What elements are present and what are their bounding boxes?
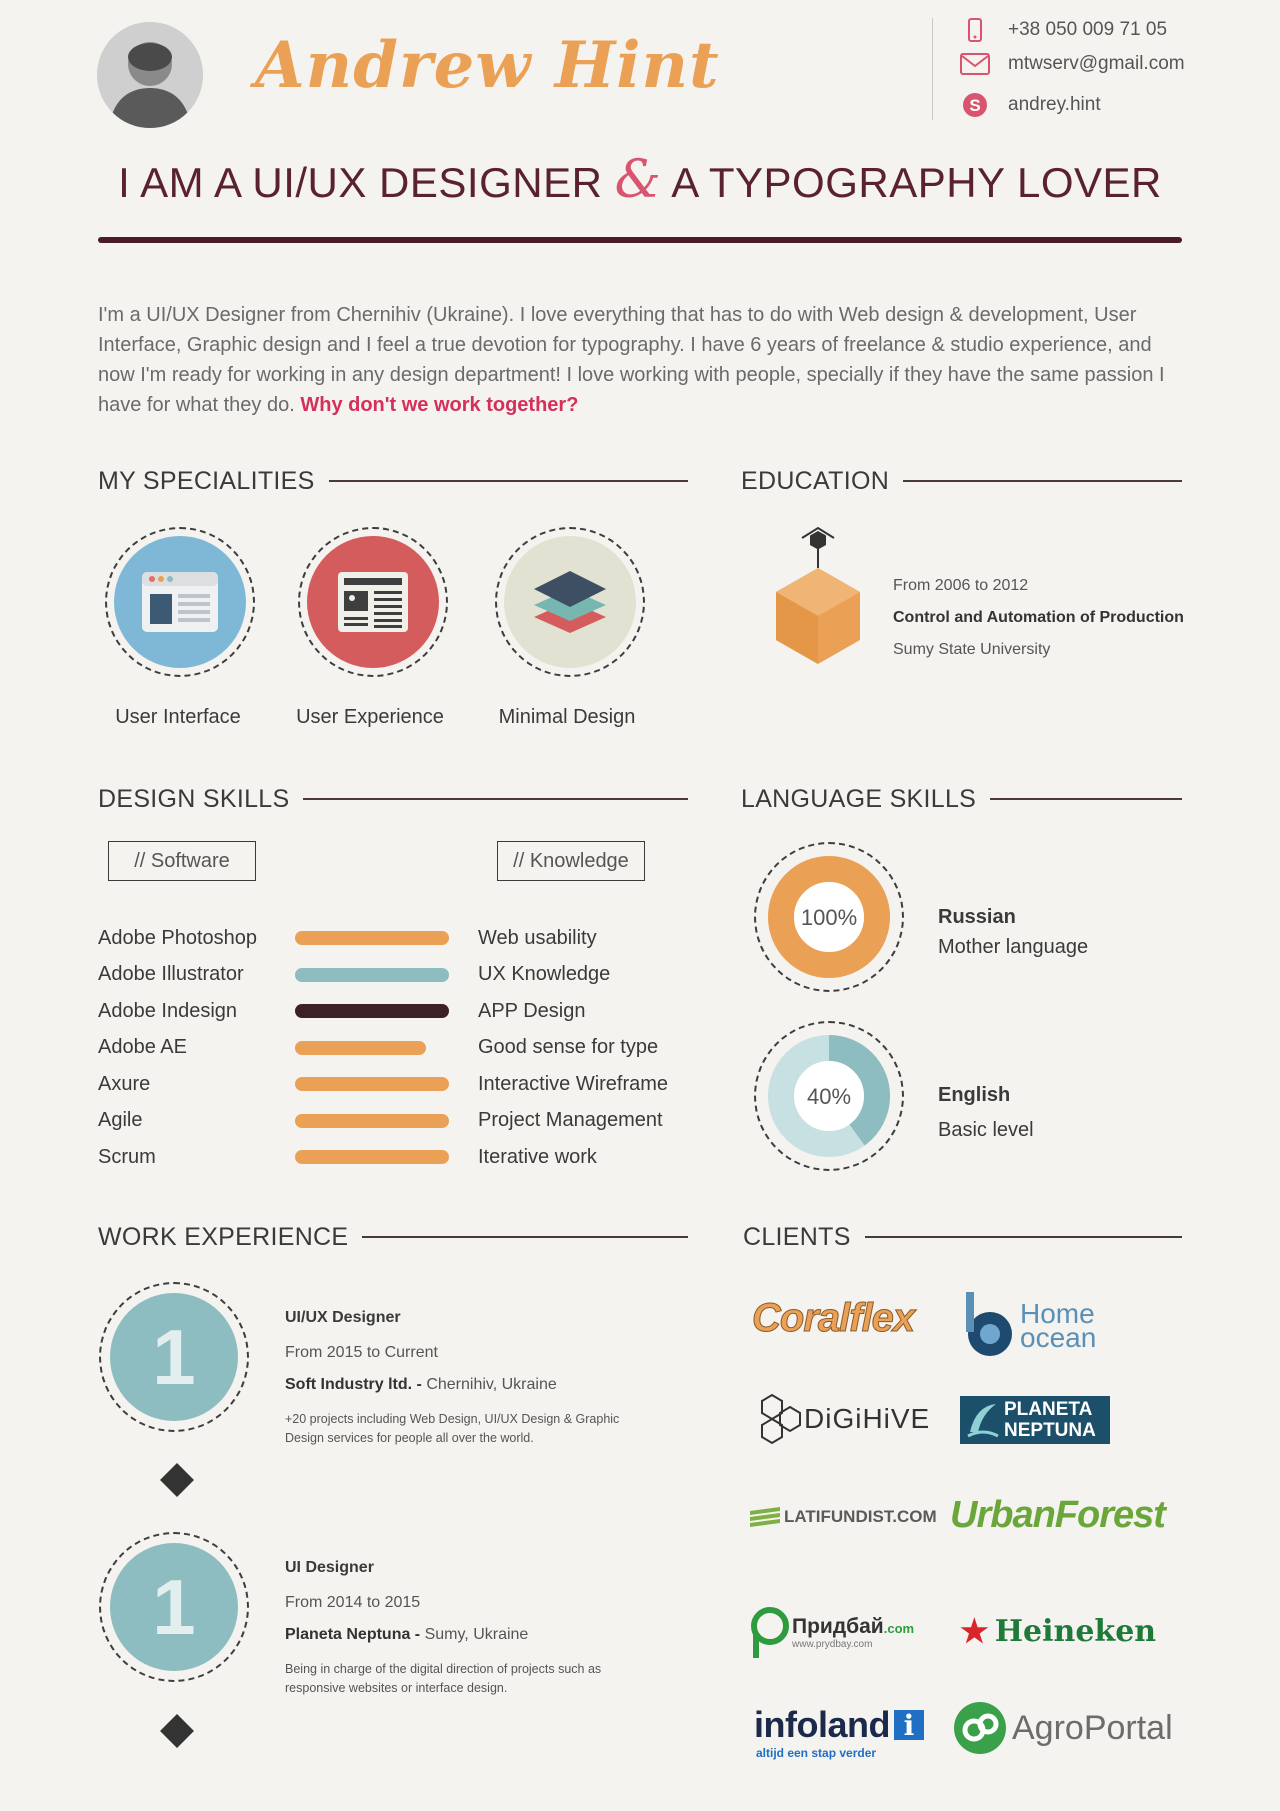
skill-bars xyxy=(295,920,449,1176)
headline: I AM A UI/UX DESIGNER & A TYPOGRAPHY LOVER xyxy=(118,150,1162,210)
headline-ampersand: & xyxy=(614,150,662,210)
job-description: +20 projects including Web Design, UI/UX Design & Graphic Design services for people all over the world. xyxy=(285,1412,620,1445)
header-divider xyxy=(932,18,933,120)
job-title: UI Designer xyxy=(285,1559,374,1576)
person-name: Andrew Hint xyxy=(255,28,720,103)
knowledge-item: UX Knowledge xyxy=(478,963,611,986)
timeline-diamond xyxy=(160,1714,194,1748)
knowledge-list xyxy=(478,920,708,1176)
skill-bar xyxy=(295,1114,449,1128)
skype-contact[interactable] xyxy=(960,90,1101,120)
skype-icon xyxy=(960,91,990,119)
design-skills-header: DESIGN SKILLS xyxy=(98,782,688,816)
software-list xyxy=(98,920,288,1176)
skype-handle: andrey.hint xyxy=(1008,94,1101,115)
profile-avatar xyxy=(97,22,203,128)
clients-header: CLIENTS xyxy=(743,1220,1182,1254)
specialities-header: MY SPECIALITIES xyxy=(98,464,688,498)
software-skill: Adobe Indesign xyxy=(98,999,238,1022)
envelope-icon xyxy=(960,50,990,78)
skill-bar xyxy=(295,1004,449,1018)
speciality-minimal-badge xyxy=(495,527,645,677)
prydbay-mark-icon xyxy=(750,1604,790,1660)
job-number-badge: 1 xyxy=(99,1532,249,1682)
software-skill: Agile xyxy=(98,1109,143,1132)
client-logo-prydbay: Придбай.com www.prydbay.com xyxy=(750,1604,914,1660)
knowledge-item: Web usability xyxy=(478,926,597,949)
work-together-link[interactable]: Why don't we work together? xyxy=(300,394,579,416)
speciality-ux-badge xyxy=(298,527,448,677)
job-company: Planeta Neptuna - Sumy, Ukraine xyxy=(285,1626,529,1643)
english-level-ring xyxy=(754,1021,904,1171)
software-skill: Axure xyxy=(98,1072,151,1095)
knowledge-item: Iterative work xyxy=(478,1145,597,1168)
phone-icon xyxy=(960,16,990,44)
knowledge-item: Good sense for type xyxy=(478,1036,659,1059)
client-logo-planeta-neptuna: PLANETA NEPTUNA xyxy=(960,1396,1110,1444)
software-skill: Adobe Illustrator xyxy=(98,963,244,986)
skill-bar xyxy=(295,931,449,945)
language-percent: 40% xyxy=(806,1084,852,1109)
work-experience-header: WORK EXPERIENCE xyxy=(98,1220,688,1254)
header-rule xyxy=(98,237,1182,243)
education-degree: Control and Automation of Production xyxy=(893,609,1184,626)
browser-window-icon xyxy=(140,570,220,634)
timeline-diamond xyxy=(160,1463,194,1497)
job-description: Being in charge of the digital direction of projects such as responsive websites or interface design. xyxy=(285,1662,602,1695)
ap-leaf-icon xyxy=(952,1700,1008,1756)
job-number-badge: 1 xyxy=(99,1282,249,1432)
field-stripes-icon xyxy=(750,1507,780,1527)
client-logo-latifundist: LATIFUNDIST.COM xyxy=(750,1507,937,1527)
job-title: UI/UX Designer xyxy=(285,1309,401,1326)
language-skills-header: LANGUAGE SKILLS xyxy=(741,782,1182,816)
language-level: Basic level xyxy=(938,1119,1034,1141)
client-logo-homeocean: Home ocean xyxy=(960,1290,1096,1362)
language-level: Mother language xyxy=(938,936,1089,958)
knowledge-item: Interactive Wireframe xyxy=(478,1072,669,1095)
job-period: From 2014 to 2015 xyxy=(285,1594,421,1611)
software-skill: Adobe AE xyxy=(98,1036,187,1059)
education-school: Sumy State University xyxy=(893,641,1051,658)
language-name: Russian xyxy=(938,906,1016,928)
wave-emblem-icon xyxy=(966,1400,1000,1440)
client-logo-agroportal: AgroPortal xyxy=(952,1700,1173,1756)
speciality-label: Minimal Design xyxy=(498,706,636,728)
language-percent: 100% xyxy=(800,905,858,930)
skill-bar xyxy=(295,1041,426,1055)
job-company: Soft Industry ltd. - Chernihiv, Ukraine xyxy=(285,1376,557,1393)
globe-icon xyxy=(960,1290,1020,1362)
client-logo-heineken: ★ Heineken xyxy=(960,1612,1157,1650)
intro-paragraph: I'm a UI/UX Designer from Chernihiv (Ukraine). I love everything that has to do with Web design & development, User Interface, Graphic design and I feel a true devotion for typography. I have 6 years of freelance & studio experience, and now I'm ready for working in any design department! I love working with people, specially if they have the same passion I have for what they do. Why don't we work together? xyxy=(98,304,1165,416)
red-star-icon: ★ xyxy=(960,1612,989,1650)
hexagon-cluster-icon xyxy=(758,1393,804,1445)
phone-contact[interactable] xyxy=(960,15,1167,45)
skill-bar xyxy=(295,1150,449,1164)
education-header: EDUCATION xyxy=(741,464,1182,498)
speciality-label: User Interface xyxy=(115,706,241,728)
graduation-hexagon-icon xyxy=(770,518,870,673)
client-logo-infoland: infoland i altijd een stap verder xyxy=(754,1704,924,1760)
email-address: mtwserv@gmail.com xyxy=(1008,53,1185,74)
knowledge-item: Project Management xyxy=(478,1109,663,1132)
education-period: From 2006 to 2012 xyxy=(893,577,1029,594)
newspaper-layout-icon xyxy=(336,570,410,634)
knowledge-item: APP Design xyxy=(478,999,586,1022)
job-period: From 2015 to Current xyxy=(285,1344,438,1361)
skill-bar xyxy=(295,968,449,982)
layers-stack-icon xyxy=(530,565,610,639)
software-tag: // Software xyxy=(108,841,256,881)
client-logo-digihive: DiGiHiVE xyxy=(758,1393,930,1445)
language-name: English xyxy=(938,1084,1011,1106)
client-logo-coralflex: Coralflex xyxy=(752,1296,915,1340)
info-square-icon: i xyxy=(894,1710,924,1740)
phone-number: +38 050 009 71 05 xyxy=(1008,19,1168,40)
client-logo-urbanforest: UrbanForest xyxy=(950,1494,1165,1536)
speciality-label: User Experience xyxy=(296,706,444,728)
speciality-ui-badge xyxy=(105,527,255,677)
software-skill: Scrum xyxy=(98,1145,156,1168)
svg-text:S: S xyxy=(969,96,981,115)
russian-level-ring xyxy=(754,842,904,992)
skill-bar xyxy=(295,1077,449,1091)
software-skill: Adobe Photoshop xyxy=(98,926,258,949)
email-contact[interactable] xyxy=(960,49,1185,79)
knowledge-tag: // Knowledge xyxy=(497,841,645,881)
